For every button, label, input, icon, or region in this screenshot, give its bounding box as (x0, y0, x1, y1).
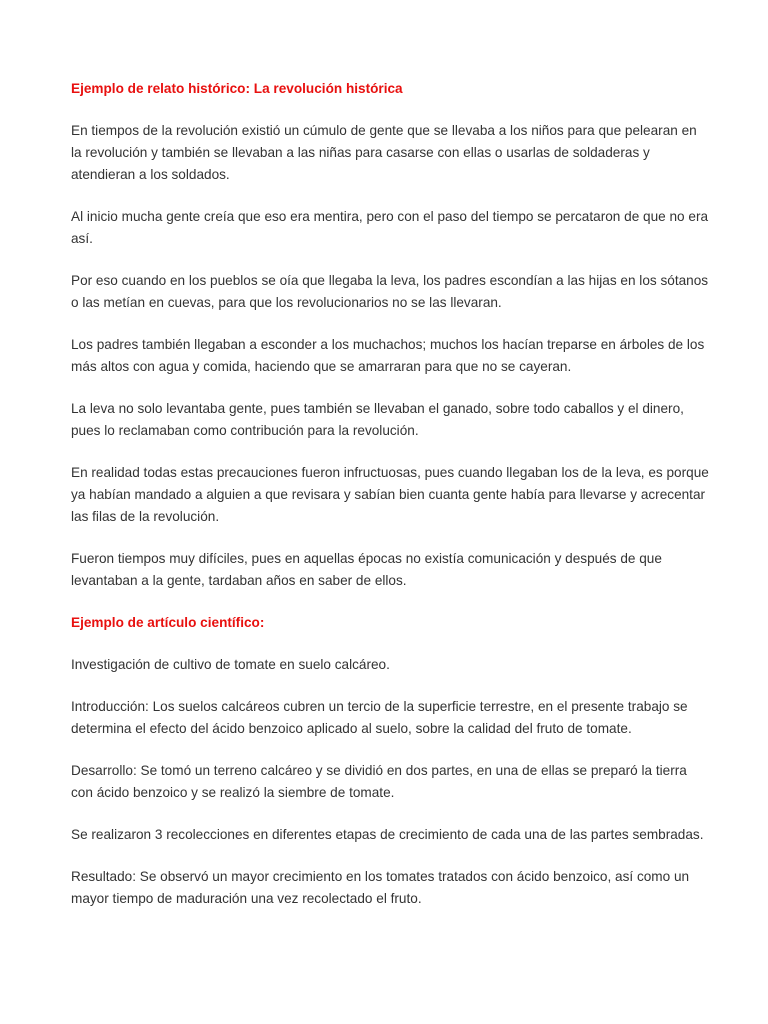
paragraph: Investigación de cultivo de tomate en suelo calcáreo. (71, 657, 390, 672)
paragraph: Por eso cuando en los pueblos se oía que llegaba la leva, los padres escondían a las hijas en los sótanos o las metían en cuevas, para que los revolucionarios no se las llevaran. (71, 273, 709, 310)
section-heading-scientific-article: Ejemplo de artículo científico: (71, 615, 265, 630)
paragraph: Fueron tiempos muy difíciles, pues en aquellas épocas no existía comunicación y después de que levantaban a la gente, tardaban años en saber de ellos. (71, 551, 662, 588)
document-body (71, 78, 711, 930)
paragraph: Introducción: Los suelos calcáreos cubren un tercio de la superficie terrestre, en el presente trabajo se determina el efecto del ácido benzoico aplicado al suelo, sobre la calidad del fruto de tomate. (71, 699, 688, 736)
paragraph: La leva no solo levantaba gente, pues también se llevaban el ganado, sobre todo caballos y el dinero, pues lo reclamaban como contribución para la revolución. (71, 401, 684, 438)
paragraph: Al inicio mucha gente creía que eso era mentira, pero con el paso del tiempo se percataron de que no era así. (71, 209, 709, 246)
paragraph: Los padres también llegaban a esconder a los muchachos; muchos los hacían treparse en árboles de los más altos con agua y comida, haciendo que se amarraran para que no se cayeran. (71, 337, 705, 374)
paragraph: Desarrollo: Se tomó un terreno calcáreo y se dividió en dos partes, en una de ellas se preparó la tierra con ácido benzoico y se realizó la siembre de tomate. (71, 763, 687, 800)
paragraph: En realidad todas estas precauciones fueron infructuosas, pues cuando llegaban los de la leva, es porque ya habían mandado a alguien a que revisara y sabían bien cuanta gente había para llevarse y acrecentar las filas de la revolución. (71, 465, 709, 524)
section-heading-historical-story: Ejemplo de relato histórico: La revolución histórica (71, 81, 403, 96)
paragraph: Resultado: Se observó un mayor crecimiento en los tomates tratados con ácido benzoico, así como un mayor tiempo de maduración una vez recolectado el fruto. (71, 869, 690, 906)
paragraph: Se realizaron 3 recolecciones en diferentes etapas de crecimiento de cada una de las partes sembradas. (71, 827, 704, 842)
paragraph: En tiempos de la revolución existió un cúmulo de gente que se llevaba a los niños para que pelearan en la revolución y también se llevaban a las niñas para casarse con ellas o usarlas de soldaderas y atendieran a los soldados. (71, 123, 697, 182)
